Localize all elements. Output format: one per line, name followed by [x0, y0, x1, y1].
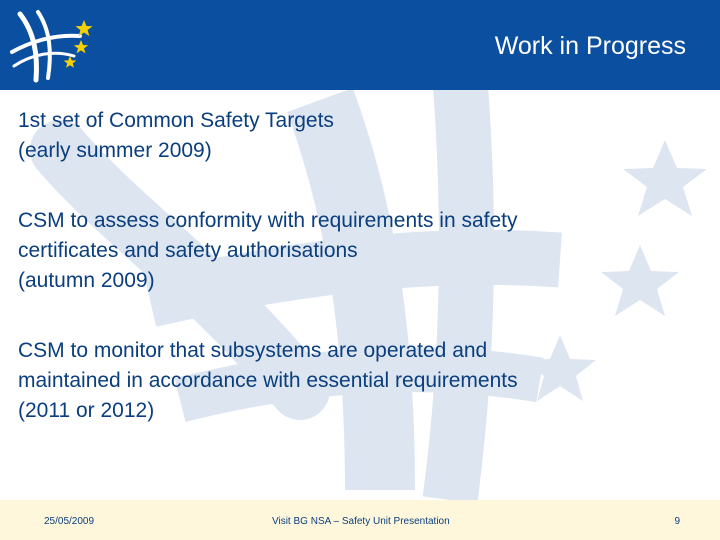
bullet-line: (autumn 2009) — [18, 269, 155, 292]
bullet-line: (early summer 2009) — [18, 139, 212, 162]
page-number: 9 — [674, 516, 680, 527]
bullet-line: certificates and safety authorisations — [18, 239, 358, 262]
bullet-line: CSM to monitor that subsystems are operated and — [18, 339, 488, 362]
bullet-item — [18, 106, 708, 166]
slide-header — [0, 0, 720, 90]
bullet-line: CSM to assess conformity with requirements in safety — [18, 209, 518, 232]
bullet-item — [18, 206, 708, 296]
bullet-line: maintained in accordance with essential requirements — [18, 369, 518, 392]
bullet-line: (2011 or 2012) — [18, 399, 155, 422]
slide-footer — [0, 500, 720, 540]
footer-date: 25/05/2009 — [44, 516, 95, 527]
bullet-item — [18, 336, 708, 426]
slide-title: Work in Progress — [494, 32, 686, 60]
era-logo-icon — [8, 6, 98, 84]
footer-text: Visit BG NSA – Safety Unit Presentation — [272, 516, 450, 527]
slide-content — [18, 106, 708, 466]
bullet-line: 1st set of Common Safety Targets — [18, 109, 334, 132]
